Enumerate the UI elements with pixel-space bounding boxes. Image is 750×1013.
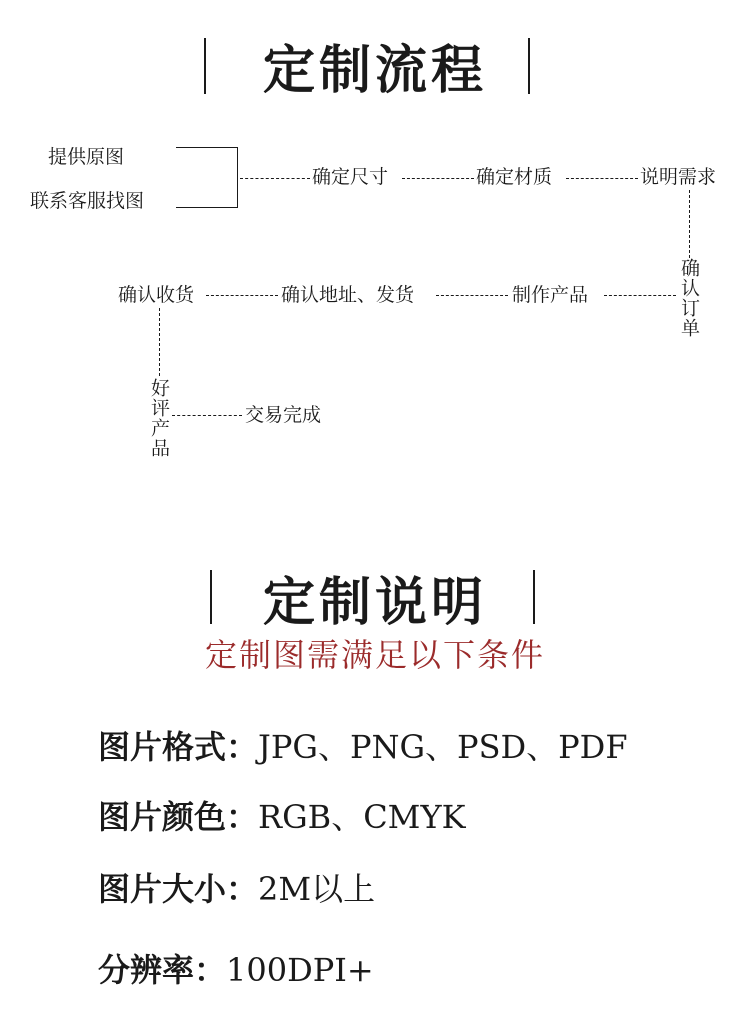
process-title: 定制流程: [262, 40, 487, 101]
connector: [206, 295, 278, 296]
spec-item-resolution: [98, 950, 374, 990]
spec-label: 图片颜色：: [98, 798, 259, 836]
title-divider-right: [533, 570, 535, 624]
spec-value: 100DPI+: [226, 951, 374, 989]
connector: [604, 295, 676, 296]
spec-item-color: [98, 797, 465, 837]
spec-item-size: [98, 869, 375, 909]
node-state-needs: 说明需求: [640, 166, 717, 188]
node-confirm-address-ship: 确认地址、发货: [281, 284, 415, 306]
node-confirm-receipt: 确认收货: [118, 284, 195, 306]
spec-subtitle: 定制图需满足以下条件: [204, 636, 545, 674]
node-positive-review: 好评产品: [148, 378, 170, 458]
node-make-product: 制作产品: [512, 284, 589, 306]
spec-label: 分辨率：: [98, 951, 227, 989]
spec-title: 定制说明: [262, 572, 487, 633]
spec-item-format: [98, 727, 628, 767]
connector: [402, 178, 474, 179]
bracket-top: [176, 147, 238, 148]
connector: [436, 295, 508, 296]
node-confirm-material: 确定材质: [476, 166, 553, 188]
spec-label: 图片格式：: [98, 728, 259, 766]
connector: [172, 415, 242, 416]
node-confirm-order: 确认订单: [678, 258, 700, 338]
connector: [689, 190, 690, 258]
spec-value: JPG、PNG、PSD、PDF: [258, 728, 628, 766]
node-transaction-complete: 交易完成: [245, 404, 322, 426]
spec-value: RGB、CMYK: [258, 798, 466, 836]
bracket-bottom: [176, 207, 238, 208]
bracket-side: [237, 147, 238, 207]
node-provide-image: 提供原图: [48, 146, 125, 168]
spec-value: 2M以上: [258, 870, 376, 908]
title-divider-right: [528, 38, 530, 94]
connector: [240, 178, 310, 179]
node-contact-service: 联系客服找图: [30, 190, 145, 212]
connector: [159, 308, 160, 376]
connector: [566, 178, 638, 179]
node-confirm-size: 确定尺寸: [312, 166, 389, 188]
spec-label: 图片大小：: [98, 870, 259, 908]
